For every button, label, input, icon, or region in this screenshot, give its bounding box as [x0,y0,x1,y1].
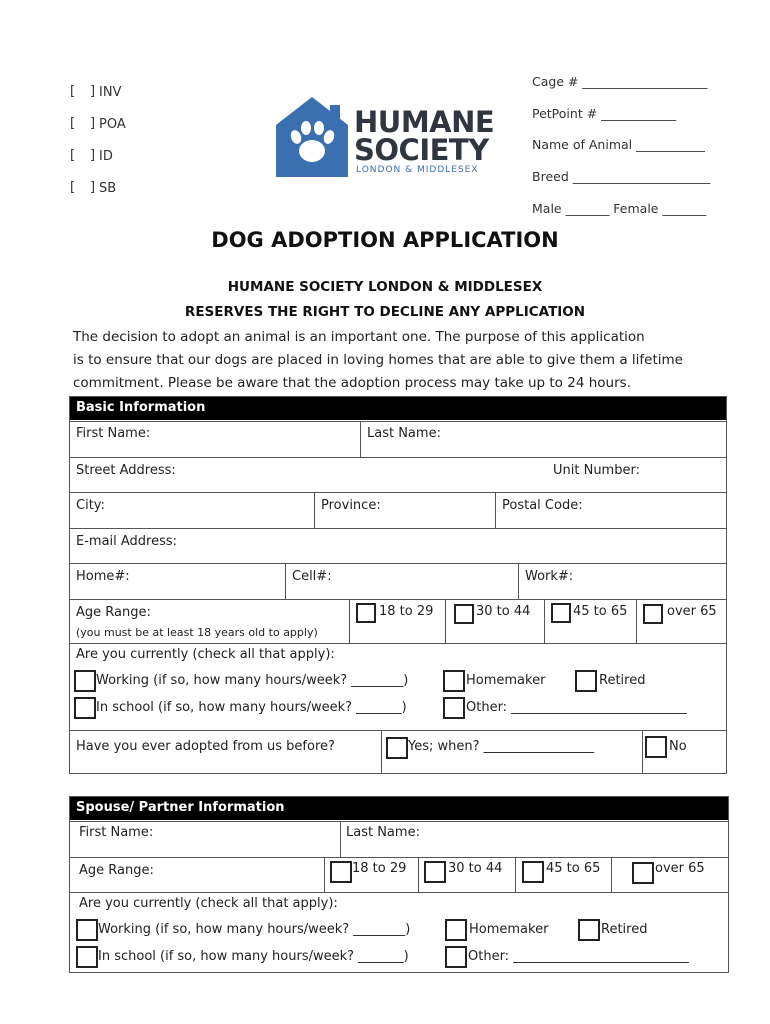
spouse-age-45-65-checkbox[interactable] [522,861,544,883]
adopted-yes-cell[interactable] [381,731,642,774]
office-sb-label: SB [99,181,117,196]
age-option-cell[interactable] [445,600,544,643]
age-18-29-checkbox[interactable] [356,603,376,623]
spouse-retired-checkbox[interactable] [578,919,600,941]
spouse-other-label: Other: ___________________________ [468,949,689,964]
disclaimer-subtitle: RESERVES THE RIGHT TO DECLINE ANY APPLICATION [184,304,586,320]
last-name-label: Last Name: [367,426,441,441]
last-name-cell[interactable] [360,422,726,457]
spouse-working-label: Working (if so, how many hours/week? ________) [98,922,411,937]
office-bracket-open: [ [70,84,76,99]
cage-field: Cage # ____________________ [532,74,708,89]
logo-word-society: SOCIETY [354,133,489,167]
spouse-retired-label: Retired [601,922,648,937]
retired-label: Retired [599,673,646,688]
spouse-other-checkbox[interactable] [445,946,467,968]
email-label: E-mail Address: [76,534,178,549]
animal-name-field: Name of Animal ___________ [532,137,705,152]
city-cell[interactable] [70,493,314,528]
spouse-name-row [70,821,728,857]
work-phone-label: Work#: [525,569,574,584]
age-option-label: 30 to 44 [476,604,531,619]
school-label: In school (if so, how many hours/week? _______) [96,700,407,715]
age-option-label: over 65 [655,861,705,876]
logo-word-humane: HUMANE [354,105,495,139]
logo-subtitle: LONDON & MIDDLESEX [356,165,479,175]
spouse-status-row [70,892,728,974]
spouse-age-over-65-checkbox[interactable] [632,862,654,884]
spouse-school-checkbox[interactable] [76,946,98,968]
street-row [70,457,726,492]
org-subtitle: HUMANE SOCIETY LONDON & MIDDLESEX [227,279,543,295]
adopted-no-checkbox[interactable] [645,736,667,758]
age-30-44-checkbox[interactable] [454,604,474,624]
spouse-age-30-44-checkbox[interactable] [424,861,446,883]
city-row [70,492,726,528]
spouse-age-range-cell [70,858,324,892]
work-phone-cell[interactable] [518,564,726,599]
unit-label: Unit Number: [553,463,640,478]
retired-checkbox[interactable] [575,670,597,692]
age-range-cell [70,600,349,643]
status-row [70,643,726,730]
phone-row [70,563,726,599]
homemaker-label: Homemaker [466,673,546,688]
age-45-65-checkbox[interactable] [551,603,571,623]
office-bracket-close: ] [90,116,96,131]
office-bracket-open: [ [70,180,76,195]
city-label: City: [76,498,105,513]
province-label: Province: [321,498,381,513]
street-label: Street Address: [76,463,176,478]
office-bracket-open: [ [70,116,76,131]
age-range-label: Age Range: [76,605,151,620]
humane-society-logo [274,95,494,179]
spouse-last-name-label: Last Name: [346,825,420,840]
spouse-info-section [69,796,729,973]
section-header: Spouse/ Partner Information [70,797,728,820]
postal-code-cell[interactable] [495,493,726,528]
age-option-cell[interactable] [324,858,418,892]
province-cell[interactable] [314,493,495,528]
spouse-working-checkbox[interactable] [76,919,98,941]
homemaker-checkbox[interactable] [443,670,465,692]
age-row [70,599,726,643]
age-option-cell[interactable] [418,858,515,892]
adopted-no-label: No [669,739,687,754]
spouse-school-label: In school (if so, how many hours/week? _______) [98,949,409,964]
spouse-homemaker-checkbox[interactable] [445,919,467,941]
age-option-cell[interactable] [611,858,728,892]
petpoint-field: PetPoint # ____________ [532,106,677,121]
first-name-label: First Name: [76,426,151,441]
house-paw-icon [274,95,350,179]
age-option-label: over 65 [667,604,717,619]
spouse-first-name-cell[interactable] [70,822,340,857]
age-over-65-checkbox[interactable] [643,604,663,624]
age-option-label: 18 to 29 [352,861,407,876]
cell-phone-label: Cell#: [292,569,332,584]
intro-line: commitment. Please be aware that the adoption process may take up to 24 hours. [73,375,631,391]
spouse-age-row [70,857,728,892]
age-option-cell[interactable] [515,858,611,892]
status-question: Are you currently (check all that apply): [76,647,335,662]
spouse-homemaker-label: Homemaker [469,922,549,937]
other-label: Other: ___________________________ [466,700,687,715]
age-option-cell[interactable] [544,600,636,643]
basic-info-section [69,396,727,774]
office-bracket-close: ] [90,148,96,163]
other-checkbox[interactable] [443,697,465,719]
name-row [70,421,726,457]
school-checkbox[interactable] [74,697,96,719]
section-header: Basic Information [70,397,726,420]
spouse-status-question: Are you currently (check all that apply): [79,896,338,911]
postal-code-label: Postal Code: [502,498,583,513]
adopted-no-cell[interactable] [642,731,726,774]
intro-line: The decision to adopt an animal is an important one. The purpose of this application [73,329,645,345]
intro-line: is to ensure that our dogs are placed in loving homes that are able to give them a lifetime [73,352,683,368]
working-label: Working (if so, how many hours/week? ________) [96,673,409,688]
office-id-label: ID [99,149,113,164]
adopted-row [70,730,726,774]
age-option-label: 30 to 44 [448,861,503,876]
office-inv-label: INV [99,85,122,100]
age-option-cell[interactable] [636,600,726,643]
working-checkbox[interactable] [74,670,96,692]
spouse-age-range-label: Age Range: [79,863,154,878]
cell-phone-cell[interactable] [285,564,518,599]
home-phone-label: Home#: [76,569,130,584]
street-cell[interactable] [70,458,726,492]
adopted-question: Have you ever adopted from us before? [76,739,335,754]
breed-field: Breed ______________________ [532,169,711,184]
page-title: DOG ADOPTION APPLICATION [211,228,559,252]
office-poa-label: POA [99,117,126,132]
age-option-label: 45 to 65 [573,604,628,619]
spouse-first-name-label: First Name: [79,825,154,840]
office-bracket-close: ] [90,180,96,195]
email-cell[interactable] [70,529,726,563]
adopted-yes-label: Yes; when? _________________ [408,739,595,754]
age-option-label: 45 to 65 [546,861,601,876]
office-bracket-open: [ [70,148,76,163]
spouse-age-18-29-checkbox[interactable] [330,861,352,883]
email-row [70,528,726,563]
age-option-cell[interactable] [349,600,445,643]
first-name-cell[interactable] [70,422,360,457]
office-bracket-close: ] [90,84,96,99]
home-phone-cell[interactable] [70,564,285,599]
age-note: (you must be at least 18 years old to apply) [76,626,318,639]
age-option-label: 18 to 29 [379,604,434,619]
sex-field: Male _______ Female _______ [532,201,707,216]
spouse-last-name-cell[interactable] [340,822,728,857]
adopted-question-cell [70,731,381,774]
adopted-yes-checkbox[interactable] [386,737,408,759]
